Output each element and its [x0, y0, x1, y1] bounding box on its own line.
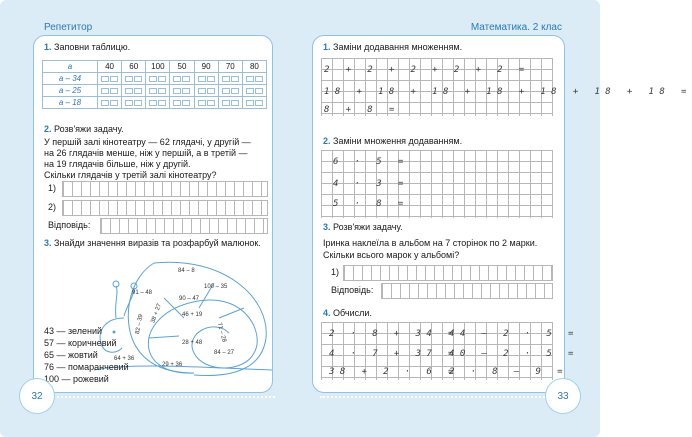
legend-item: 43 — зелений: [44, 326, 103, 336]
right-task2-title: 2. Заміни множення додаванням.: [323, 136, 463, 146]
solution-step-1-label: 1): [331, 267, 340, 277]
work-line: 6 · 5 =: [333, 157, 409, 167]
task2-line: на 19 глядачів більше, ніж у другій.: [44, 159, 191, 169]
legend-item: 76 — помаранчевий: [44, 362, 129, 372]
left-page: [33, 35, 273, 393]
page-number-left: 32: [23, 382, 51, 410]
legend-item: 57 — коричневий: [44, 338, 117, 348]
left-task1-title: 1. Заповни таблицю.: [44, 42, 131, 52]
solution-step-2-box[interactable]: [62, 200, 268, 216]
calc-left: 2 · 8 + 34 =: [329, 329, 459, 339]
expr-2: 100 – 35: [204, 284, 228, 290]
right-task1-title: 1. Заміни додавання множенням.: [323, 42, 463, 52]
task2-line: на 26 глядачів менше, ніж у першій, а в третій —: [44, 148, 248, 158]
legend-item: 65 — жовтий: [44, 350, 98, 360]
expr-7: 28 + 48: [182, 340, 203, 346]
left-task3-title: 3. Знайди значення виразів та розфарбуй малюнок.: [44, 238, 261, 248]
left-task2-title: 2. Розв'яжи задачу.: [44, 124, 124, 134]
right-page: [312, 35, 692, 393]
header-left: Репетитор: [44, 22, 93, 33]
answer-box[interactable]: [381, 283, 553, 299]
work-line: 8 + 8 =: [324, 105, 400, 115]
footer-dots-left: [45, 396, 275, 400]
answer-label: Відповідь:: [48, 220, 91, 230]
work-line: 18 + 18 + 18 + 18 + 18 + 18 + 18 =: [324, 87, 692, 97]
task3-line: Іринка наклеїла в альбом на 7 сторінок по 2 марки.: [323, 238, 538, 248]
page-number-right: 33: [549, 382, 577, 410]
work-line: 5 · 8 =: [333, 199, 409, 209]
work-line: 4 · 3 =: [333, 179, 409, 189]
calc-left: 4 · 7 + 37 =: [329, 349, 459, 359]
right-task4-title: 4. Обчисли.: [323, 308, 372, 318]
expr-1: 91 – 48: [132, 290, 153, 296]
expr-9: 64 + 36: [114, 356, 135, 362]
expr-8: 71 – 28: [215, 322, 227, 344]
solution-step-1-box[interactable]: [62, 181, 268, 197]
header-right: Математика. 2 клас: [470, 22, 562, 33]
expr-5: 38 + 27: [150, 303, 163, 325]
work-line: 2 + 2 + 2 + 2 + 2 =: [324, 65, 530, 75]
solution-step-2-label: 2): [48, 202, 57, 212]
legend-item: 100 — рожевий: [44, 374, 109, 384]
solution-step-1-label: 1): [48, 183, 57, 193]
task3-line: Скільки всього марок у альбомі?: [323, 250, 460, 260]
answer-label: Відповідь:: [331, 285, 374, 295]
right-task3-title: 3. Розв'яжи задачу.: [323, 222, 403, 232]
expr-4: 46 + 19: [182, 312, 203, 318]
solution-step-1-box[interactable]: [343, 265, 553, 281]
expr-11: 29 + 36: [162, 362, 183, 368]
color-legend: [44, 326, 129, 386]
expr-10: 84 – 27: [214, 350, 235, 356]
task2-line: Скільки глядачів у третій залі кінотеатру?: [44, 170, 217, 180]
answer-box[interactable]: [100, 218, 268, 234]
calc-left: 38 + 2 · 6 =: [329, 367, 459, 377]
expr-6: 82 – 39: [134, 313, 145, 335]
footer-dots-right: [320, 396, 545, 400]
task2-line: У першій залі кінотеатру — 62 глядачі, у другій —: [44, 137, 251, 147]
calc-right: 40 – 2 · 5 =: [449, 349, 579, 359]
fill-table: a 40 60 100 50 90 70 80 a – 34 a – 25 a – 18: [42, 60, 267, 109]
calc-right: 44 – 2 · 5 =: [449, 329, 579, 339]
calc-right: 2 · 8 – 9 =: [449, 367, 569, 377]
expr-3: 90 – 47: [179, 296, 200, 302]
expr-0: 84 – 8: [178, 268, 195, 274]
